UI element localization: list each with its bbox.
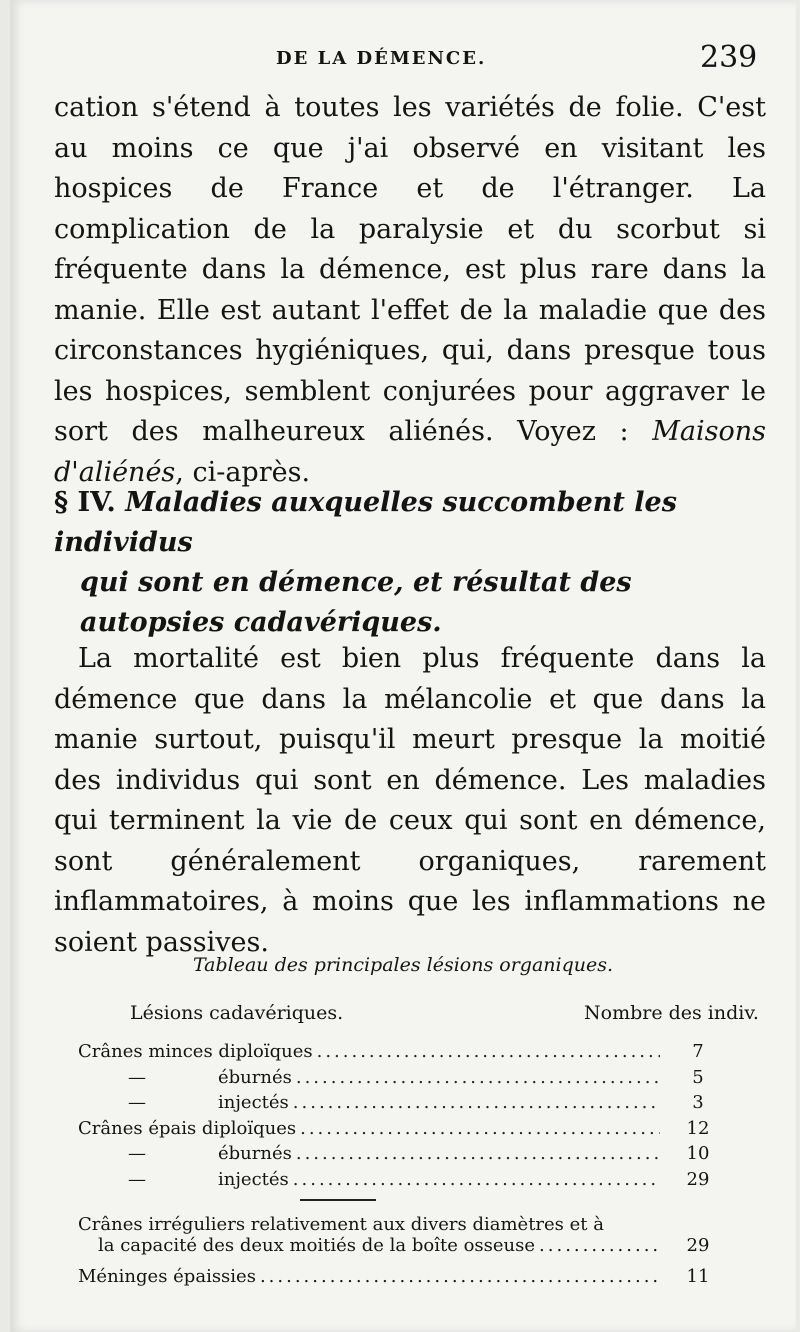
- row-value: 5: [692, 1066, 704, 1088]
- dot-leader: [317, 1041, 660, 1062]
- paragraph-mortality: La mortalité est bien plus fréquente dans la démence que dans la mélancolie et que dans la manie surtout, puisqu'il meurt presque la moitié des individus qui sont en démence. Les maladies qui terminent la vie de ceux qui sont en démence, sont généralement organiques, rarement inflammatoires, à moins que les inflammations ne soient passives.: [54, 643, 766, 958]
- dot-leader: [296, 1143, 660, 1164]
- row-label: — injectés: [128, 1168, 289, 1190]
- table-row: [78, 1143, 718, 1169]
- column-header-lesions: Lésions cadavériques.: [130, 1002, 344, 1024]
- row-label: — injectés: [128, 1092, 289, 1113]
- row-label: Crânes minces diploïques: [78, 1041, 313, 1062]
- row-value: 29: [686, 1168, 710, 1190]
- paragraph-continuation: [54, 88, 766, 493]
- table-caption: Tableau des principales lésions organiques.: [192, 954, 614, 976]
- lesions-table: [78, 1041, 718, 1194]
- dot-leader: [260, 1266, 660, 1287]
- paragraph-text-end: , ci-après.: [175, 456, 311, 488]
- table-row: [78, 1067, 718, 1093]
- section-title-rest: qui sont en démence, et résultat des autopsies cadavériques.: [80, 567, 632, 638]
- dot-leader: [296, 1067, 660, 1088]
- dot-leader: [300, 1118, 660, 1139]
- table-divider: [300, 1199, 376, 1201]
- row-label: Méninges épaissies: [78, 1266, 256, 1287]
- column-header-count: Nombre des indiv.: [584, 1002, 759, 1024]
- row-label-line2: la capacité des deux moitiés de la boîte osseuse: [98, 1235, 536, 1256]
- row-value: 7: [692, 1041, 704, 1062]
- row-label-line1: Crânes irréguliers relativement aux divers diamètres et à: [78, 1214, 604, 1235]
- row-value: 11: [686, 1266, 710, 1287]
- row-value: 29: [686, 1235, 710, 1256]
- table-row: [78, 1214, 718, 1256]
- row-label: — éburnés: [128, 1066, 292, 1088]
- table-row: [78, 1092, 718, 1118]
- cross-reference: Maisons d'aliénés: [54, 416, 766, 488]
- dot-leader: [293, 1092, 660, 1113]
- row-label: Crânes épais diploïques: [78, 1117, 297, 1139]
- page-header: [10, 40, 796, 80]
- table-row: [78, 1266, 718, 1287]
- dot-leader: [293, 1169, 660, 1190]
- row-label: — éburnés: [128, 1143, 292, 1164]
- row-value: 12: [686, 1117, 710, 1139]
- table-row: [78, 1169, 718, 1195]
- paragraph-text: cation s'étend à toutes les variétés de folie. C'est au moins ce que j'ai observé en visitant les hospices de France et de l'étranger. La complication de la paralysie et du scorbut si fréquente dans la démence, est plus rare dans la manie. Elle est autant l'effet de la maladie que des circonstances hygiéniques, qui, dans presque tous les hospices, semblent conjurées pour aggraver le sort des malheureux aliénés. Voyez :: [54, 92, 766, 447]
- table-row: [78, 1041, 718, 1067]
- running-head: DE LA DÉMENCE.: [276, 48, 487, 69]
- dot-leader: [539, 1235, 660, 1256]
- table-row: [78, 1118, 718, 1144]
- row-value: 10: [686, 1143, 710, 1164]
- section-number: § IV.: [54, 487, 116, 518]
- section-title-first: Maladies auxquelles succombent les individus: [54, 487, 677, 558]
- row-value: 3: [692, 1092, 704, 1113]
- section-heading: [54, 483, 766, 643]
- book-page: [10, 0, 796, 1332]
- page-number: 239: [700, 40, 758, 75]
